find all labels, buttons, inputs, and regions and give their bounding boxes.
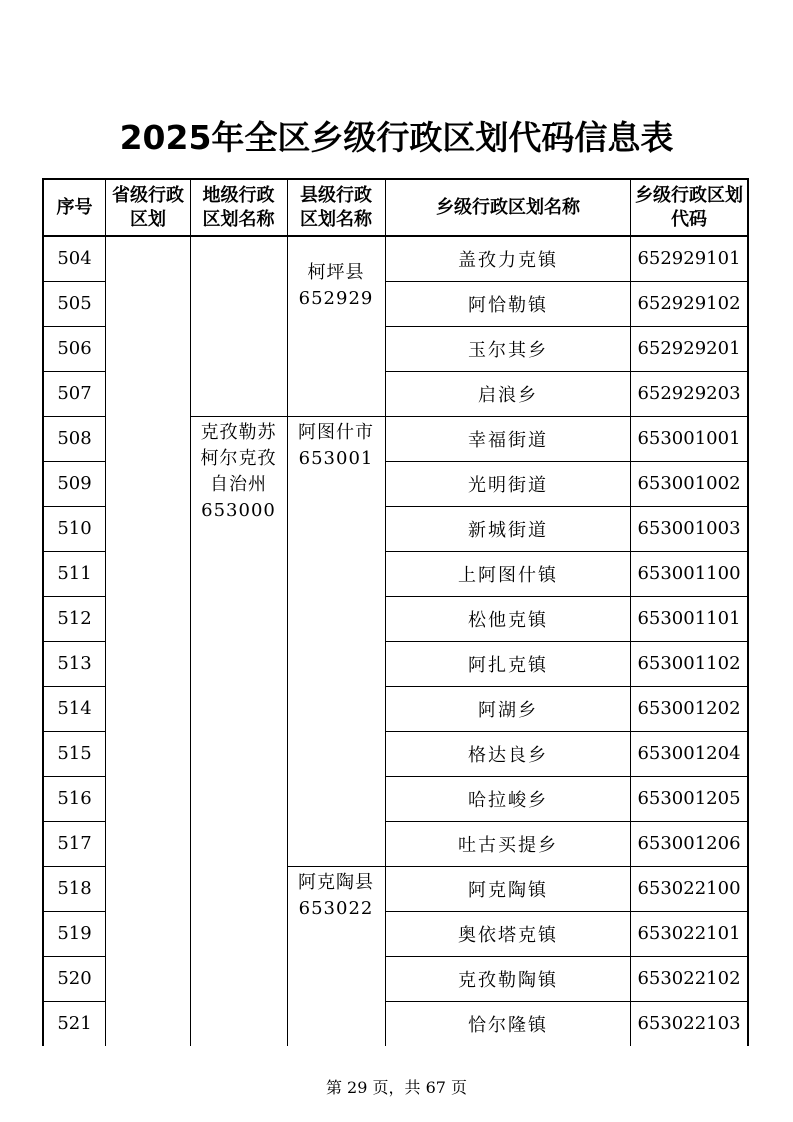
- row-seq: 506: [57, 338, 92, 359]
- column-divider: [630, 178, 631, 1046]
- prefecture-name: 克孜勒苏柯尔克孜自治州: [200, 422, 277, 495]
- row-code: 653001002: [637, 473, 741, 494]
- row-divider: [385, 956, 749, 957]
- row-code: 653001100: [637, 563, 741, 584]
- row-seq: 504: [57, 248, 92, 269]
- row-divider: [385, 641, 749, 642]
- row-code: 652929203: [637, 383, 741, 404]
- code-table: [42, 178, 749, 1046]
- row-seq: 515: [57, 743, 92, 764]
- row-divider: [42, 821, 106, 822]
- row-seq: 518: [57, 878, 92, 899]
- row-seq: 511: [57, 563, 92, 584]
- row-divider: [385, 461, 749, 462]
- row-seq: 516: [57, 788, 92, 809]
- row-code: 653001102: [637, 653, 741, 674]
- header-county: 县级行政区划名称: [300, 185, 372, 230]
- row-code: 653001205: [637, 788, 741, 809]
- row-divider: [42, 1001, 106, 1002]
- row-divider: [385, 326, 749, 327]
- row-township-name: 松他克镇: [468, 609, 548, 631]
- row-code: 653022102: [637, 968, 741, 989]
- county-name: 柯坪县: [307, 262, 365, 283]
- row-seq: 519: [57, 923, 92, 944]
- row-seq: 505: [57, 293, 92, 314]
- county-code: 653022: [298, 898, 374, 919]
- row-seq: 521: [57, 1013, 92, 1034]
- row-divider: [42, 371, 106, 372]
- row-township-name: 奥依塔克镇: [458, 924, 558, 946]
- county-name: 阿克陶县: [298, 872, 374, 893]
- row-divider: [42, 416, 106, 417]
- row-seq: 520: [57, 968, 92, 989]
- row-divider: [42, 641, 106, 642]
- row-divider: [42, 461, 106, 462]
- row-divider: [42, 956, 106, 957]
- county-cell-atushi: [288, 420, 384, 472]
- row-divider: [42, 326, 106, 327]
- row-township-name: 上阿图什镇: [458, 564, 558, 586]
- county-cell-aketao: [288, 870, 384, 922]
- row-divider: [385, 551, 749, 552]
- row-code: 653022101: [637, 923, 741, 944]
- row-divider: [385, 281, 749, 282]
- row-divider: [385, 866, 749, 867]
- row-code: 653022103: [637, 1013, 741, 1034]
- row-code: 653022100: [637, 878, 741, 899]
- row-township-name: 幸福街道: [468, 429, 548, 451]
- row-township-name: 格达良乡: [468, 744, 548, 766]
- header-bottom-border: [42, 235, 749, 237]
- row-township-name: 玉尔其乡: [468, 339, 548, 361]
- header-province: 省级行政区划: [112, 185, 184, 230]
- county-code: 653001: [298, 448, 374, 469]
- row-code: 652929102: [637, 293, 741, 314]
- county-divider: [287, 866, 386, 867]
- row-township-name: 新城街道: [468, 519, 548, 541]
- header-code: 乡级行政区划代码: [635, 185, 743, 230]
- row-code: 653001003: [637, 518, 741, 539]
- row-code: 653001202: [637, 698, 741, 719]
- row-divider: [42, 866, 106, 867]
- row-township-name: 吐古买提乡: [458, 834, 558, 856]
- row-divider: [385, 416, 749, 417]
- header-township: 乡级行政区划名称: [436, 197, 580, 218]
- row-code: 652929101: [637, 248, 741, 269]
- row-divider: [385, 596, 749, 597]
- header-seq: 序号: [56, 197, 93, 218]
- row-township-name: 光明街道: [468, 474, 548, 496]
- county-name: 阿图什市: [298, 422, 374, 443]
- row-township-name: 阿克陶镇: [468, 879, 548, 901]
- row-divider: [385, 911, 749, 912]
- column-divider: [105, 178, 106, 1046]
- row-divider: [385, 686, 749, 687]
- prefecture-divider: [190, 416, 288, 417]
- row-divider: [42, 731, 106, 732]
- row-divider: [42, 686, 106, 687]
- column-divider: [190, 178, 191, 1046]
- header-prefecture: 地级行政区划名称: [202, 185, 275, 230]
- row-seq: 507: [57, 383, 92, 404]
- table-right-border: [747, 178, 749, 1046]
- row-divider: [385, 371, 749, 372]
- row-divider: [385, 1001, 749, 1002]
- prefecture-code: 653000: [201, 500, 276, 521]
- row-township-name: 盖孜力克镇: [458, 249, 558, 271]
- row-township-name: 克孜勒陶镇: [458, 969, 558, 991]
- row-code: 653001206: [637, 833, 741, 854]
- row-seq: 517: [57, 833, 92, 854]
- row-seq: 510: [57, 518, 92, 539]
- county-divider: [287, 416, 386, 417]
- row-seq: 509: [57, 473, 92, 494]
- table-left-border: [42, 178, 44, 1046]
- row-divider: [42, 281, 106, 282]
- prefecture-cell: [191, 420, 286, 524]
- row-divider: [42, 911, 106, 912]
- row-code: 652929201: [637, 338, 741, 359]
- county-code: 652929: [298, 288, 374, 309]
- row-code: 653001204: [637, 743, 741, 764]
- row-divider: [42, 506, 106, 507]
- row-seq: 512: [57, 608, 92, 629]
- row-divider: [385, 821, 749, 822]
- row-township-name: 阿湖乡: [478, 699, 538, 721]
- row-township-name: 阿扎克镇: [468, 654, 548, 676]
- row-divider: [385, 506, 749, 507]
- row-divider: [42, 776, 106, 777]
- county-cell-kepin: [288, 260, 384, 312]
- row-code: 653001101: [637, 608, 741, 629]
- row-township-name: 恰尔隆镇: [468, 1014, 548, 1036]
- table-top-border: [42, 178, 749, 180]
- row-code: 653001001: [637, 428, 741, 449]
- column-divider: [287, 178, 288, 1046]
- row-seq: 513: [57, 653, 92, 674]
- row-township-name: 阿恰勒镇: [468, 294, 548, 316]
- row-divider: [385, 731, 749, 732]
- row-divider: [42, 596, 106, 597]
- row-divider: [42, 551, 106, 552]
- page-title: 2025年全区乡级行政区划代码信息表: [119, 118, 674, 157]
- row-seq: 508: [57, 428, 92, 449]
- row-township-name: 启浪乡: [478, 384, 538, 406]
- row-seq: 514: [57, 698, 92, 719]
- row-township-name: 哈拉峻乡: [468, 789, 548, 811]
- page-footer: 第 29 页，共 67 页: [325, 1078, 468, 1097]
- row-divider: [385, 776, 749, 777]
- column-divider: [385, 178, 386, 1046]
